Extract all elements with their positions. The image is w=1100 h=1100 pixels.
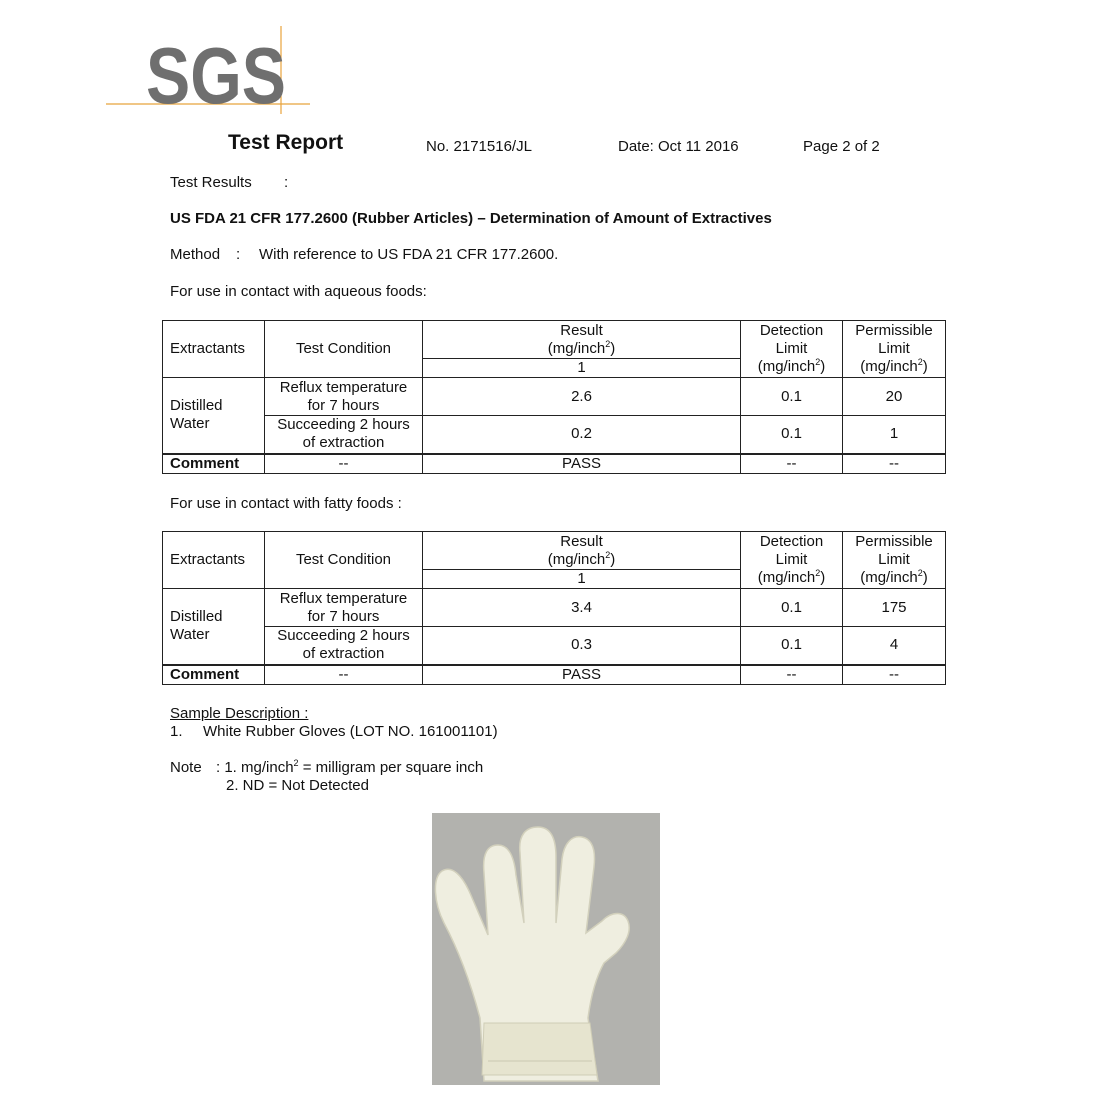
comment-row (163, 454, 946, 474)
detection-cell: 0.1 (741, 627, 843, 665)
detection-limit-header: Detection Limit (mg/inch$^2$) (741, 321, 843, 378)
result-cell: 2.6 (423, 378, 741, 416)
detection-limit-header: Detection Limit (mg/inch$^2$) (741, 532, 843, 589)
result-cell: 3.4 (423, 589, 741, 627)
test-condition-header: Test Condition (265, 321, 423, 378)
permissible-cell: 4 (843, 627, 946, 665)
table-row (163, 416, 946, 454)
method-text: With reference to US FDA 21 CFR 177.2600. (259, 246, 559, 263)
comment-label: Comment (163, 454, 265, 474)
note-line-2: 2. ND = Not Detected (226, 777, 369, 794)
result-header: Result (mg/inch$^2$) (423, 321, 741, 359)
result-cell: 0.2 (423, 416, 741, 454)
fatty-results-table (162, 531, 946, 685)
extractants-header: Extractants (163, 532, 265, 589)
condition-cell: Reflux temperature for 7 hours (265, 378, 423, 416)
table-row (163, 627, 946, 665)
fatty-heading: For use in contact with fatty foods : (170, 495, 402, 512)
permissible-cell: 20 (843, 378, 946, 416)
result-sample-number: 1 (423, 359, 741, 378)
sample-item-number: 1. (170, 723, 183, 740)
result-sample-number: 1 (423, 570, 741, 589)
comment-row (163, 665, 946, 685)
sgs-logo (106, 24, 316, 120)
glove-photo (432, 813, 660, 1085)
detection-cell: 0.1 (741, 589, 843, 627)
table-row (163, 378, 946, 416)
test-results-label: Test Results (170, 174, 252, 191)
permissible-cell: 175 (843, 589, 946, 627)
sample-description-label: Sample Description : (170, 705, 309, 722)
note-line-1: : 1. mg/inch$^2$ = milligram per square inch (216, 758, 484, 776)
test-condition-header: Test Condition (265, 532, 423, 589)
standard-heading: US FDA 21 CFR 177.2600 (Rubber Articles) – Determination of Amount of Extractives (170, 210, 772, 227)
table-row (163, 589, 946, 627)
aqueous-heading: For use in contact with aqueous foods: (170, 283, 427, 300)
page-number: Page 2 of 2 (803, 138, 880, 155)
report-date: Date: Oct 11 2016 (618, 138, 739, 155)
extractants-header: Extractants (163, 321, 265, 378)
condition-cell: Succeeding 2 hours of extraction (265, 416, 423, 454)
condition-cell: Succeeding 2 hours of extraction (265, 627, 423, 665)
sample-item-text: White Rubber Gloves (LOT NO. 161001101) (203, 723, 498, 740)
result-header: Result (mg/inch$^2$) (423, 532, 741, 570)
extractant-cell: Distilled Water (163, 589, 265, 665)
comment-detection: -- (741, 454, 843, 474)
result-cell: 0.3 (423, 627, 741, 665)
report-number: No. 2171516/JL (426, 138, 532, 155)
table-header-row (163, 532, 946, 570)
report-title: Test Report (228, 131, 344, 154)
permissible-limit-header: Permissible Limit (mg/inch$^2$) (843, 532, 946, 589)
aqueous-results-table (162, 320, 946, 474)
logo-lettering: SGS (146, 31, 286, 120)
comment-condition: -- (265, 665, 423, 685)
comment-permissible: -- (843, 454, 946, 474)
extractant-cell: Distilled Water (163, 378, 265, 454)
glove-image (432, 813, 660, 1085)
detection-cell: 0.1 (741, 378, 843, 416)
permissible-limit-header: Permissible Limit (mg/inch$^2$) (843, 321, 946, 378)
note-label: Note (170, 759, 202, 776)
detection-cell: 0.1 (741, 416, 843, 454)
method-colon: : (236, 246, 241, 263)
comment-condition: -- (265, 454, 423, 474)
comment-result: PASS (423, 665, 741, 685)
permissible-cell: 1 (843, 416, 946, 454)
comment-result: PASS (423, 454, 741, 474)
condition-cell: Reflux temperature for 7 hours (265, 589, 423, 627)
test-results-colon: : (284, 174, 289, 191)
method-label: Method (170, 246, 221, 263)
table-header-row (163, 321, 946, 359)
comment-label: Comment (163, 665, 265, 685)
comment-permissible: -- (843, 665, 946, 685)
comment-detection: -- (741, 665, 843, 685)
